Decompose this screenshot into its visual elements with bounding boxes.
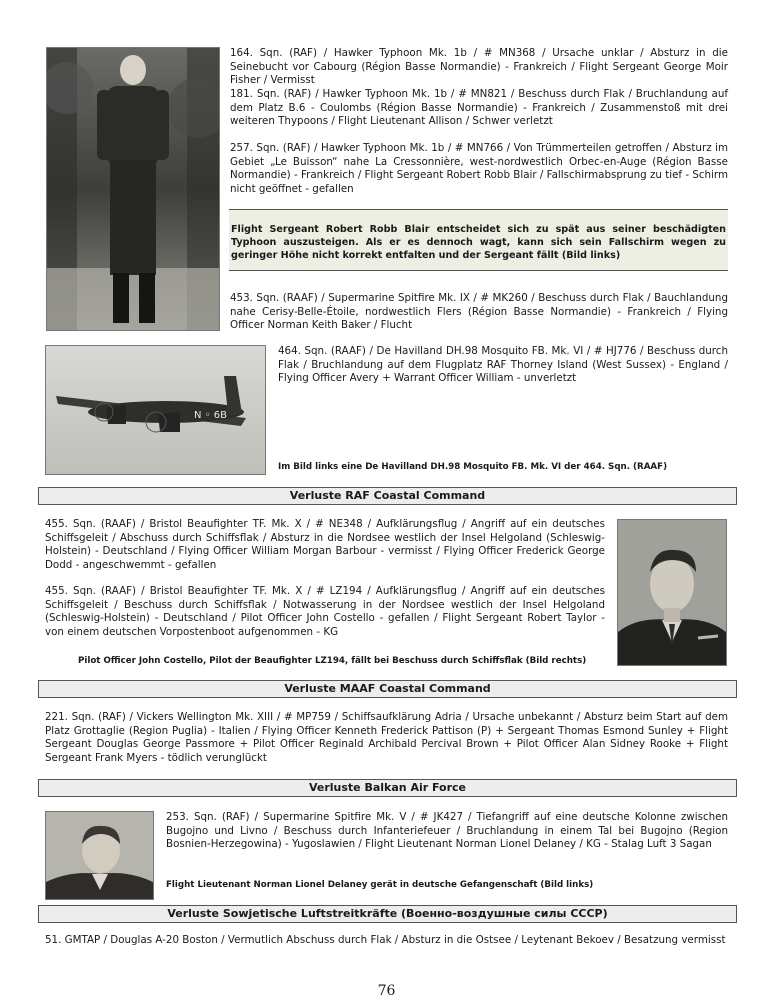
- photo-caption: Im Bild links eine De Havilland DH.98 Mosquito FB. Mk. VI der 464. Sqn. (RAAF): [278, 462, 668, 472]
- loss-entry: 51. GMTAP / Douglas A-20 Boston / Vermutlich Abschuss durch Flak / Absturz in die Ostsee / Leytenant Bekoev / Besatzung vermisst: [45, 934, 726, 946]
- page-number: 76: [377, 983, 396, 999]
- airman-standing-photo: [46, 47, 220, 331]
- loss-entry: 221. Sqn. (RAF) / Vickers Wellington Mk. XIII / # MP759 / Schiffsaufklärung Adria / Ursache unbekannt / Absturz beim Start auf dem Platz Grottaglie (Region Puglia) - Italien / Flying Officer Kenneth Frederick Pattison (P) + Sergeant Thomas Esmond Sunley + Flight Sergeant Douglas George Passmore + Pilot Officer Reginald Archibald Percival Brown + Pilot Officer Alan Sidney Rooke + Flight Sergeant Frank Myers - tödlich verunglückt: [45, 711, 728, 764]
- loss-entry: 253. Sqn. (RAF) / Supermarine Spitfire Mk. V / # JK427 / Tiefangriff auf eine deutsche Kolonne zwischen Bugojno und Livno / Beschuss durch Infanteriefeuer / Bruchlandung in einem Tal bei Bugojno (Region Bosnien-Herzegowina) - Yugoslawien / Flight Lieutenant Norman Lionel Delaney / KG - Stalag Luft 3 Sagan: [166, 811, 728, 851]
- loss-entry: 181. Sqn. (RAF) / Hawker Typhoon Mk. 1b / # MN821 / Beschuss durch Flak / Bruchlandung auf dem Platz B.6 - Coulombs (Région Basse Normandie) - Frankreich / Zusammenstoß mit drei weiteren Thypoons / Flight Lieutenant Allison / Schwer verletzt: [230, 88, 728, 128]
- loss-entry: 455. Sqn. (RAAF) / Bristol Beaufighter TF. Mk. X / # LZ194 / Aufklärungsflug / Angriff auf ein deutsches Schiffsgeleit / Beschuss durch Schiffsflak / Notwasserung in der Nordsee westlich der Insel Helgoland (Schleswig-Holstein) - Deutschland / Pilot Officer John Costello - gefallen / Flight Sergeant Robert Taylor - von einem deutschen Vorpostenboot aufgenommen - KG: [45, 585, 605, 638]
- loss-entry: 455. Sqn. (RAAF) / Bristol Beaufighter TF. Mk. X / # NE348 / Aufklärungsflug / Angriff auf ein deutsches Schiffsgeleit / Abschuss durch Schiffsflak / Absturz in die Nordsee westlich der Insel Helgoland (Schleswig-Holstein) - Deutschland / Flying Officer William Morgan Barbour - vermisst / Flying Officer Frederick George Dodd - angeschwemmt - gefallen: [45, 518, 605, 571]
- loss-entry: 453. Sqn. (RAAF) / Supermarine Spitfire Mk. IX / # MK260 / Beschuss durch Flak / Bauchlandung nahe Cerisy-Belle-Étoile, nordwestlich Flers (Région Basse Normandie) - Frankreich / Flying Officer Norman Keith Baker / Flucht: [230, 292, 728, 332]
- photo-caption: Pilot Officer John Costello, Pilot der Beaufighter LZ194, fällt bei Beschuss durch Schiffsflak (Bild rechts): [78, 656, 587, 666]
- loss-entry: 464. Sqn. (RAAF) / De Havilland DH.98 Mosquito FB. Mk. VI / # HJ776 / Beschuss durch Flak / Bruchlandung auf dem Flugplatz RAF Thorney Island (West Sussex) - England / Flying Officer Avery + Warrant Officer William - unverletzt: [278, 345, 728, 385]
- section-header-balkan: Verluste Balkan Air Force: [38, 779, 737, 797]
- section-header-maaf: Verluste MAAF Coastal Command: [38, 680, 737, 698]
- photo-caption: Flight Lieutenant Norman Lionel Delaney gerät in deutsche Gefangenschaft (Bild links): [166, 880, 594, 890]
- note-box-blair: [229, 209, 728, 271]
- note-text: Flight Sergeant Robert Robb Blair entscheidet sich zu spät aus seiner beschädigten Typhoon auszusteigen. Als er es dennoch wagt, kann sich sein Fallschirm wegen zu geringer Höhe nicht korrekt entfalten und der Sergeant fällt (Bild links): [231, 224, 726, 261]
- section-header-soviet: Verluste Sowjetische Luftstreitkräfte (Военно-воздушные силы СССР): [38, 905, 737, 923]
- loss-entry: 257. Sqn. (RAF) / Hawker Typhoon Mk. 1b / # MN766 / Von Trümmerteilen getroffen / Absturz im Gebiet „Le Buisson“ nahe La Cressonnière, west-nordwestlich Orbec-en-Auge (Région Basse Normandie) - Frankreich / Flight Sergeant Robert Robb Blair / Fallschirmabsprung zu tief - Schirm nicht geöffnet - gefallen: [230, 142, 728, 195]
- delaney-portrait-photo: [45, 811, 154, 900]
- aircraft-marking: N ◦ 6B: [194, 410, 227, 421]
- section-header-coastal: Verluste RAF Coastal Command: [38, 487, 737, 505]
- loss-entry: 164. Sqn. (RAF) / Hawker Typhoon Mk. 1b / # MN368 / Ursache unklar / Absturz in die Seinebucht vor Cabourg (Région Basse Normandie) - Frankreich / Flight Sergeant George Moir Fisher / Vermisst: [230, 47, 728, 87]
- costello-portrait-photo: [617, 519, 727, 666]
- mosquito-aircraft-photo: [45, 345, 266, 475]
